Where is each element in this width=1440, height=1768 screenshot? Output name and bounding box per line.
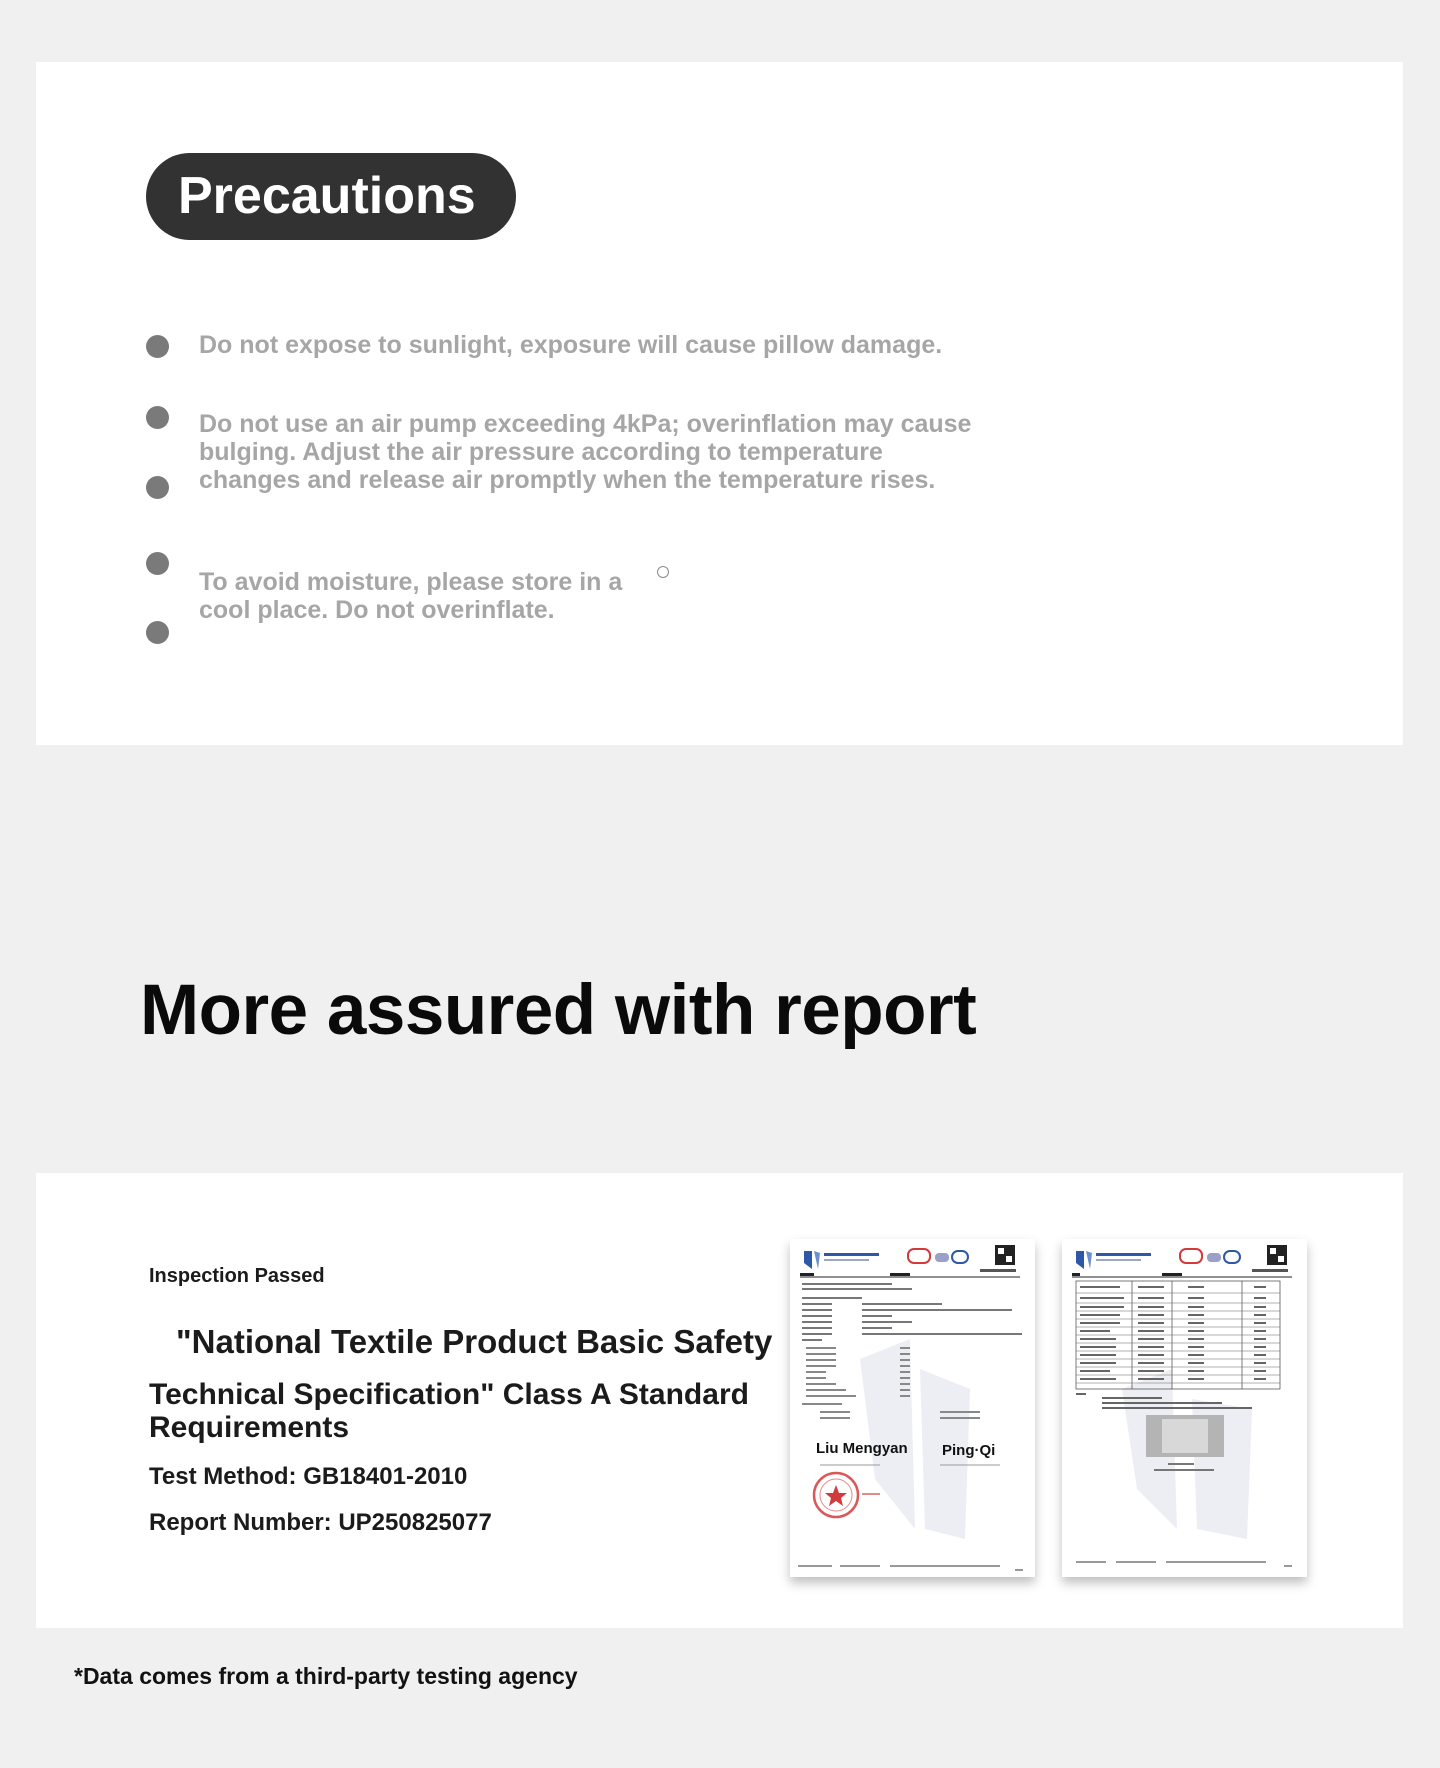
precaution-item-3: To avoid moisture, please store in a cool place. Do not overinflate. bbox=[199, 568, 623, 624]
inspection-passed-label: Inspection Passed bbox=[149, 1265, 325, 1287]
bullet-dot bbox=[146, 476, 169, 499]
report-page-2-graphic bbox=[1062, 1239, 1307, 1577]
small-ring-icon bbox=[657, 566, 669, 578]
precautions-card bbox=[36, 62, 1403, 745]
bullet-dot bbox=[146, 406, 169, 429]
bullet-dot bbox=[146, 335, 169, 358]
report-document-page-2 bbox=[1062, 1239, 1307, 1577]
report-document-page-1 bbox=[790, 1239, 1035, 1577]
report-page-1-graphic bbox=[790, 1239, 1035, 1577]
report-number: Report Number: UP250825077 bbox=[149, 1509, 492, 1536]
bullet-dot bbox=[146, 552, 169, 575]
precaution-item-2: Do not use an air pump exceeding 4kPa; overinflation may cause bulging. Adjust the air pressure according to temperature changes and release air promptly when the temperature rises. bbox=[199, 410, 972, 494]
precaution-item-1: Do not expose to sunlight, exposure will cause pillow damage. bbox=[199, 331, 943, 359]
report-card bbox=[36, 1173, 1403, 1628]
spec-line-2: Technical Specification" Class A Standard Requirements bbox=[149, 1378, 749, 1444]
bullet-dot bbox=[146, 621, 169, 644]
footnote: *Data comes from a third-party testing agency bbox=[74, 1663, 578, 1689]
spec-quote: "National Textile Product Basic Safety bbox=[176, 1323, 773, 1360]
report-headline: More assured with report bbox=[140, 971, 977, 1050]
test-method: Test Method: GB18401-2010 bbox=[149, 1463, 468, 1490]
precautions-title: Precautions bbox=[146, 153, 516, 240]
signature-1: Liu Mengyan bbox=[816, 1440, 908, 1457]
signature-2: Ping·Qi bbox=[942, 1442, 996, 1459]
